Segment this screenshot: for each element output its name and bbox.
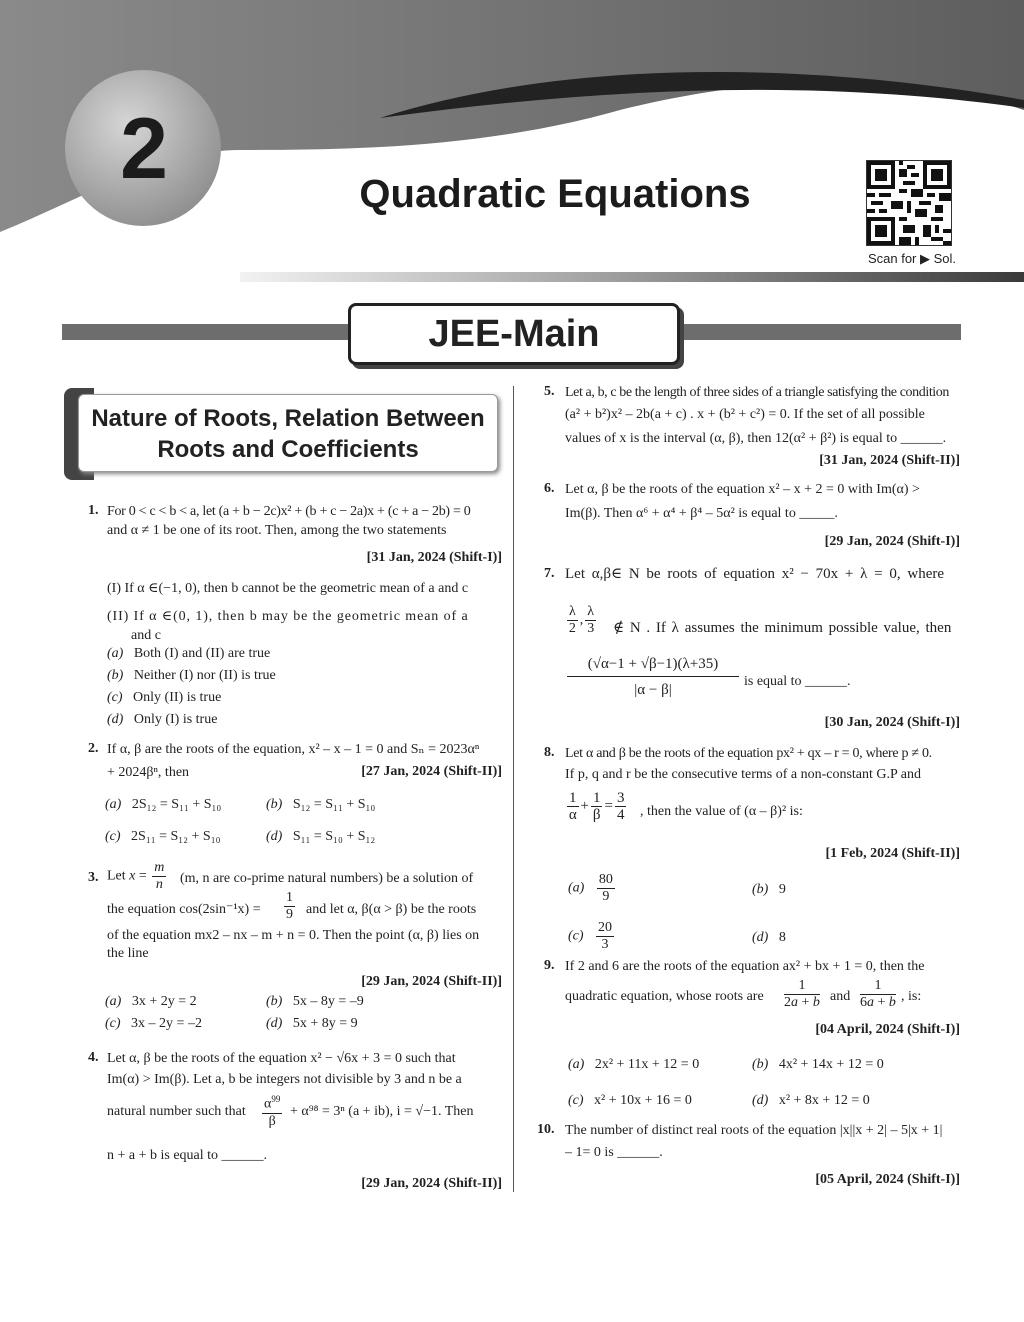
scan-label: Scan for ▶ Sol. bbox=[867, 251, 957, 266]
divider-bar bbox=[62, 324, 352, 340]
question-number: 7. bbox=[544, 566, 555, 581]
question-source-tag: [30 Jan, 2024 (Shift-I)] bbox=[824, 715, 960, 730]
math-expression: Let x = $\frac{m}{n}$ bbox=[107, 860, 165, 892]
option: (b) 9 bbox=[752, 882, 786, 897]
question-text: Let α,β∈ N be roots of equation x² − 70x + λ = 0, where bbox=[565, 566, 945, 582]
option: (a) 2x² + 11x + 12 = 0 bbox=[568, 1057, 700, 1072]
question-text: Let α, β be the roots of the equation x² − √6x + 3 = 0 such that bbox=[107, 1051, 456, 1066]
question-number: 2. bbox=[88, 741, 99, 756]
question-source-tag: [27 Jan, 2024 (Shift-II)] bbox=[361, 764, 502, 779]
question-number: 8. bbox=[544, 745, 555, 760]
question-text: and let α, β(α > β) be the roots bbox=[306, 902, 477, 917]
option: (c) Only (II) is true bbox=[107, 690, 222, 705]
question-text: of the equation mx2 – nx – m + n = 0. Then the point (α, β) lies on bbox=[107, 928, 480, 943]
question-number: 1. bbox=[88, 503, 99, 518]
math-fraction: $\frac{1}{2a + b}$ bbox=[784, 978, 820, 1010]
question-number: 9. bbox=[544, 958, 555, 973]
question-number: 10. bbox=[537, 1122, 555, 1137]
option: (b) 4x² + 14x + 12 = 0 bbox=[752, 1057, 884, 1072]
question-text: , is: bbox=[901, 989, 922, 1004]
question-text: – 1= 0 is ______. bbox=[565, 1145, 663, 1160]
question-text: the equation cos(2sin⁻¹x) = bbox=[107, 902, 261, 917]
option: (a) Both (I) and (II) are true bbox=[107, 646, 271, 661]
question-text: n + a + b is equal to ______. bbox=[107, 1148, 268, 1163]
question-text: the line bbox=[107, 946, 149, 961]
question-text: natural number such that bbox=[107, 1104, 246, 1119]
question-text: Im(α) > Im(β). Let a, b be integers not divisible by 3 and n be a bbox=[107, 1072, 462, 1087]
question-text: (a² + b²)x² – 2b(a + c) . x + (b² + c²) = 0. If the set of all possible bbox=[565, 407, 925, 422]
exam-heading: JEE-Main bbox=[348, 303, 680, 365]
math-fraction: $\frac{1}{9}$ bbox=[286, 890, 293, 922]
question-source-tag: [31 Jan, 2024 (Shift-II)] bbox=[819, 453, 960, 468]
question-source-tag: [29 Jan, 2024 (Shift-I)] bbox=[824, 534, 960, 549]
chapter-title: Quadratic Equations bbox=[359, 172, 751, 216]
question-text: and bbox=[830, 989, 851, 1004]
option: (b) 5x – 8y = –9 bbox=[266, 994, 364, 1009]
math-fraction: $\frac{1}{\alpha}$ + $\frac{1}{\beta}$ = $\frac{3}{4}$ bbox=[568, 790, 625, 823]
statement: and c bbox=[131, 628, 161, 643]
option: (c) x² + 10x + 16 = 0 bbox=[568, 1093, 692, 1108]
question-number: 5. bbox=[544, 384, 555, 399]
question-source-tag: [29 Jan, 2024 (Shift-II)] bbox=[361, 974, 502, 989]
question-source-tag: [1 Feb, 2024 (Shift-II)] bbox=[825, 846, 960, 861]
chapter-number: 2 bbox=[120, 101, 168, 197]
option: (a) 2S₁₂ = S₁₁ + S₁₀ bbox=[105, 797, 222, 812]
question-source-tag: [29 Jan, 2024 (Shift-II)] bbox=[361, 1176, 502, 1191]
option: (d) x² + 8x + 12 = 0 bbox=[752, 1093, 870, 1108]
option: (b) Neither (I) nor (II) is true bbox=[107, 668, 276, 683]
divider-bar bbox=[670, 324, 961, 340]
question-text: Im(β). Then α⁶ + α⁴ + β⁴ – 5α² is equal to _____. bbox=[565, 506, 838, 521]
question-text: If 2 and 6 are the roots of the equation ax² + bx + 1 = 0, then the bbox=[565, 959, 925, 974]
option: (a) 3x + 2y = 2 bbox=[105, 994, 197, 1009]
option: (b) S₁₂ = S₁₁ + S₁₀ bbox=[266, 797, 376, 812]
option: (c) 2S₁₁ = S₁₂ + S₁₀ bbox=[105, 829, 221, 844]
topic-heading bbox=[78, 394, 498, 472]
question-text: If α, β are the roots of the equation, x² – x – 1 = 0 and Sₙ = 2023αⁿ bbox=[107, 742, 480, 757]
option: (d) 5x + 8y = 9 bbox=[266, 1016, 358, 1031]
question-source-tag: [31 Jan, 2024 (Shift-I)] bbox=[366, 550, 502, 565]
question-number: 6. bbox=[544, 481, 555, 496]
statement: (I) If α ∈(−1, 0), then b cannot be the geometric mean of a and c bbox=[107, 581, 469, 596]
option: (c) 3x – 2y = –2 bbox=[105, 1016, 202, 1031]
question-text: The number of distinct real roots of the equation |x||x + 2| – 5|x + 1| bbox=[565, 1123, 943, 1138]
question-text: If p, q and r be the consecutive terms of a non-constant G.P and bbox=[565, 767, 921, 782]
math-fraction: $\frac{(√\alpha-1 + √\beta-1)(\lambda+35)}{|\alpha - \beta|}$ bbox=[565, 652, 745, 703]
question-text: Let α and β be the roots of the equation px² + qx – r = 0, where p ≠ 0. bbox=[565, 746, 932, 761]
option: (c) $\frac{20}{3}$ bbox=[568, 920, 613, 952]
option: (d) 8 bbox=[752, 930, 786, 945]
question-text: , then the value of (α – β)² is: bbox=[640, 804, 803, 819]
option: (d) Only (I) is true bbox=[107, 712, 218, 727]
question-text: and α ≠ 1 be one of its root. Then, among the two statements bbox=[107, 523, 447, 538]
column-divider bbox=[513, 386, 514, 1192]
question-text: values of x is the interval (α, β), then 12(α² + β²) is equal to ______. bbox=[565, 431, 947, 446]
question-number: 3. bbox=[88, 870, 99, 885]
option: (a) $\frac{80}{9}$ bbox=[568, 872, 613, 904]
topic-line-2: Roots and Coefficients bbox=[157, 436, 419, 463]
topic-line-1: Nature of Roots, Relation Between bbox=[91, 405, 485, 432]
question-text: + 2024βⁿ, then bbox=[107, 765, 190, 780]
question-text: Let a, b, c be the length of three sides of a triangle satisfying the condition bbox=[565, 385, 949, 400]
question-text: is equal to ______. bbox=[744, 674, 851, 689]
question-text: Let α, β be the roots of the equation x² – x + 2 = 0 with Im(α) > bbox=[565, 482, 920, 497]
math-fraction: $\frac{\lambda}{2}$ , $\frac{\lambda}{3}$ bbox=[568, 604, 595, 636]
qr-code bbox=[866, 160, 952, 246]
question-text: ∉ N . If λ assumes the minimum possible value, then bbox=[613, 620, 952, 636]
question-number: 4. bbox=[88, 1050, 99, 1065]
question-text: quadratic equation, whose roots are bbox=[565, 989, 764, 1004]
question-text: + α⁹⁸ = 3ⁿ (a + ib), i = √−1. Then bbox=[290, 1104, 474, 1119]
question-text: (m, n are co-prime natural numbers) be a solution of bbox=[180, 871, 474, 886]
option: (d) S₁₁ = S₁₀ + S₁₂ bbox=[266, 829, 376, 844]
statement: (II) If α ∈(0, 1), then b may be the geometric mean of a bbox=[107, 609, 469, 624]
question-source-tag: [05 April, 2024 (Shift-I)] bbox=[815, 1172, 960, 1187]
math-fraction: $\frac{1}{6a + b}$ bbox=[860, 978, 896, 1010]
question-source-tag: [04 April, 2024 (Shift-I)] bbox=[815, 1022, 960, 1037]
question-text: For 0 < c < b < a, let (a + b − 2c)x² + (b + c − 2a)x + (c + a − 2b) = 0 bbox=[107, 504, 471, 519]
math-fraction: $\frac{\alpha^{99}}{\beta}$ bbox=[260, 1091, 286, 1130]
